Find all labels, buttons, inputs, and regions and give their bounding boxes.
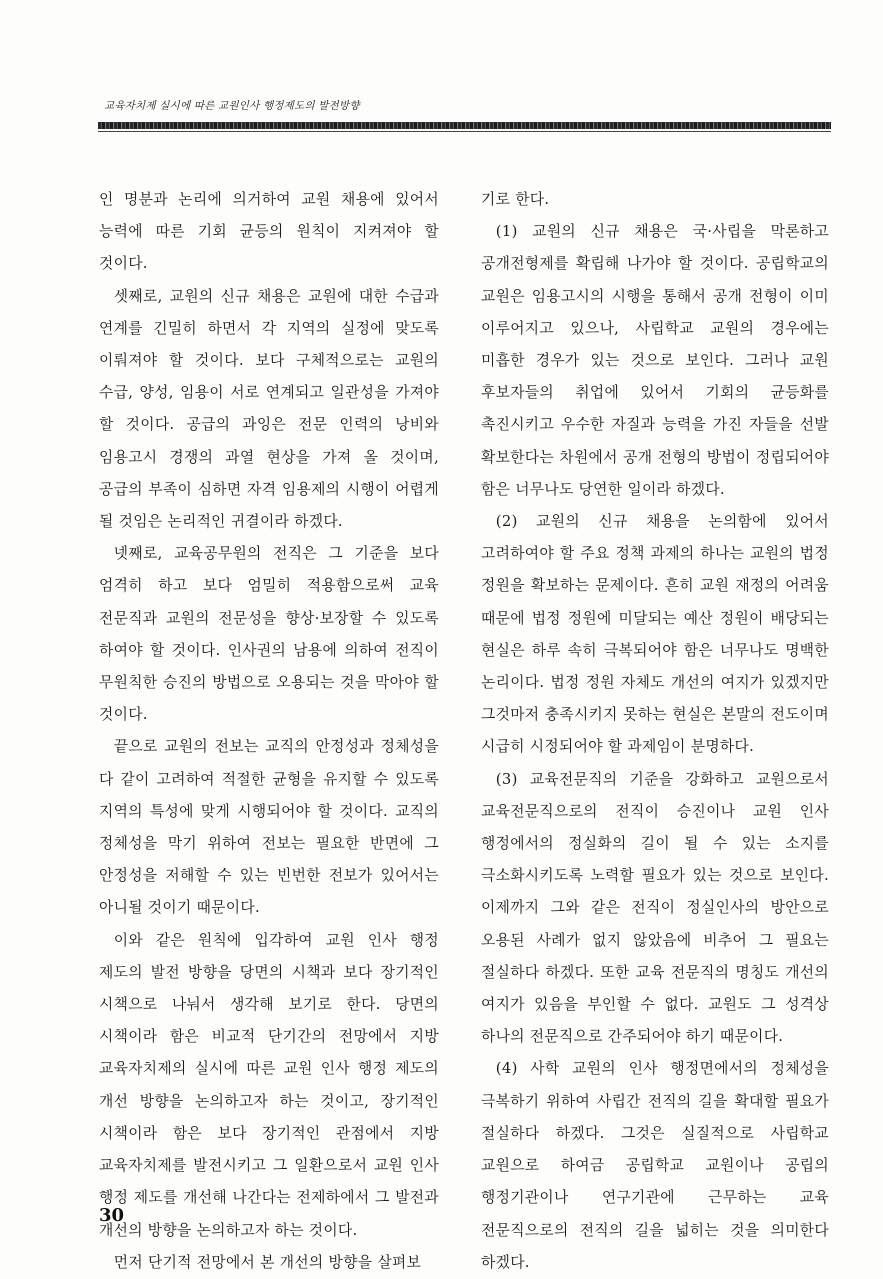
paragraph: 셋째로, 교원의 신규 채용은 교원에 대한 수급과 연계를 긴밀히 하면서 각 지역의 실정에 맞도록 이뤄져야 할 것이다. 보다 구체적으로는 교원의 수급, 양성, 임용이 서로 연계되고 일관성을 가져야 할 것이다. 공급의 과잉은 전문 인력의 낭비와 임용고시 경쟁의 과열 현상을 가져 올 것이며, 공급의 부족이 심하면 자격 임용제의 시행이 어렵게 될 것임은 논리적인 귀결이라 하겠다. [99,287,439,531]
paragraph: (4) 사학 교원의 인사 행정면에서의 정체성을 극복하기 위하여 사립간 전직의 길을 확대할 필요가 절실하다 하겠다. 그것은 실질적으로 사립학교 교원으로 하여금 공립학교 교원이나 공립의 행정기관이나 연구기관에 근무하는 교육 전문직으로의 전직의 길을 넓히는 것을 의미한다 하겠다. [481,1060,829,1271]
running-head: 교육자치제 실시에 따른 교원인사 행정제도의 발전방향 [104,100,360,112]
page-number: 30 [99,1205,125,1226]
left-column [99,184,439,1279]
paragraph: 먼저 단기적 전망에서 본 개선의 방향을 살펴보 [113,1253,422,1271]
paragraph: 기로 한다. [481,191,550,208]
header-rule [98,122,831,129]
paragraph: 이와 같은 원칙에 입각하여 교원 인사 행정 제도의 발전 방향을 당면의 시책과 보다 장기적인 시책으로 나눠서 생각해 보기로 한다. 당면의 시책이라 함은 비교적 단기간의 전망에서 지방 교육자치제의 실시에 따른 교원 인사 행정 제도의 개선 방향을 논의하고자 하는 것이고, 장기적인 시책이라 함은 보다 장기적인 관점에서 지방 교육자치제를 발전시키고 그 일환으로서 교원 인사 행정 제도를 개선해 나간다는 전제하에서 그 발전과 개선의 방향을 논의하고자 하는 것이다. [99,931,439,1239]
paragraph: 인 명분과 논리에 의거하여 교원 채용에 있어서 능력에 따른 기회 균등의 원칙이 지켜져야 할 것이다. [99,191,439,273]
paragraph: (3) 교육전문직의 기준을 강화하고 교원으로서 교육전문직으로의 전직이 승진이나 교원 인사 행정에서의 정실화의 길이 될 수 있는 소지를 극소화시키도록 노력할 필요가 있는 것으로 보인다. 이제까지 그와 같은 전직이 정실인사의 방안으로 오용된 사례가 없지 않았음에 비추어 그 필요는 절실하다 하겠다. 또한 교육 전문직의 명칭도 개선의 여지가 있음을 부인할 수 없다. 교원도 그 성격상 하나의 전문직으로 간주되어야 하기 때문이다. [481,770,829,1046]
right-column [481,184,829,1279]
paragraph: 끝으로 교원의 전보는 교직의 안정성과 정체성을 다 같이 고려하여 적절한 균형을 유지할 수 있도록 지역의 특성에 맞게 시행되어야 할 것이다. 교직의 정체성을 막기 위하여 전보는 필요한 반면에 그 안정성을 저해할 수 있는 빈번한 전보가 있어서는 아니될 것이기 때문이다. [99,738,439,917]
paragraph: (2) 교원의 신규 채용을 논의함에 있어서 고려하여야 할 주요 정책 과제의 하나는 교원의 법정 정원을 확보하는 문제이다. 흔히 교원 재정의 어려움 때문에 법정 정원에 미달되는 예산 정원이 배당되는 현실은 하루 속히 극복되어야 함은 너무나도 명백한 논리이다. 법정 정원 자체도 개선의 여지가 있겠지만 그것마저 충족시키지 못하는 현실은 본말의 전도이며 시급히 시정되어야 할 과제임이 분명하다. [481,513,829,756]
paragraph: (1) 교원의 신규 채용은 국·사립을 막론하고 공개전형제를 확립해 나가야 할 것이다. 공립학교의 교원은 임용고시의 시행을 통해서 공개 전형이 이미 이루어지고 있으나, 사립학교 교원의 경우에는 미흡한 경우가 있는 것으로 보인다. 그러나 교원 후보자들의 취업에 있어서 기회의 균등화를 촉진시키고 우수한 자질과 능력을 가진 자들을 선발 확보한다는 차원에서 공개 전형의 방법이 정립되어야 함은 너무나도 당연한 일이라 하겠다. [481,223,829,498]
paragraph: 넷째로, 교육공무원의 전직은 그 기준을 보다 엄격히 하고 보다 엄밀히 적용함으로써 교육 전문직과 교원의 전문성을 향상·보장할 수 있도록 하여야 할 것이다. 인사권의 남용에 의하여 전직이 무원칙한 승진의 방법으로 오용되는 것을 막아야 할 것이다. [99,545,439,724]
header-rule-thin [98,131,831,132]
